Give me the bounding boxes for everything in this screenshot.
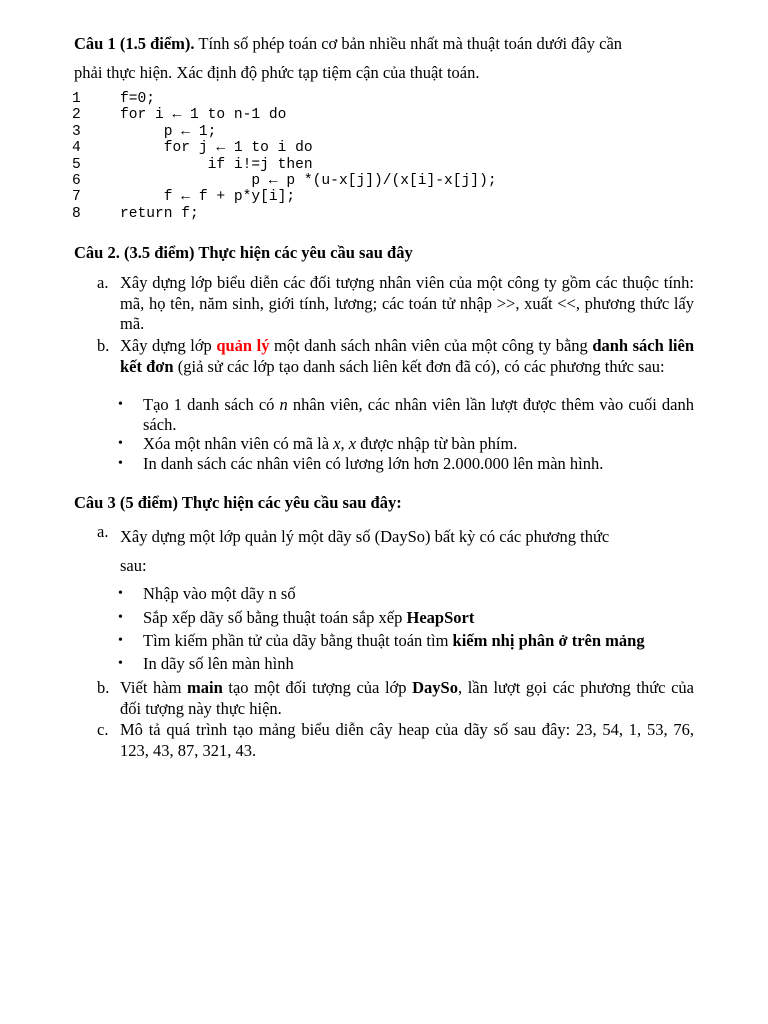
code-line bbox=[72, 140, 497, 156]
q2-a-text: Xây dựng lớp biểu diễn các đối tượng nhân viên của một công ty gồm các thuộc tính: mã, họ tên, năm sinh, giới tính, lương; các toán tử nhập >>, xuất <<, phương thức lấy mã. bbox=[120, 273, 694, 333]
q1-intro-line2: phải thực hiện. Xác định độ phức tạp tiệm cận của thuật toán. bbox=[74, 63, 480, 82]
code-line-text: f ← f + p*y[i]; bbox=[120, 189, 296, 206]
code-line-number: 5 bbox=[72, 156, 81, 173]
code-line-text: p ← p *(u-x[j])/(x[i]-x[j]); bbox=[120, 172, 497, 189]
code-line-number: 3 bbox=[72, 123, 81, 140]
q2-bullet1-part1: Tạo 1 danh sách có bbox=[143, 395, 280, 414]
bullet-icon: • bbox=[118, 397, 123, 412]
q2-title: Câu 2. (3.5 điểm) Thực hiện các yêu cầu sau đây bbox=[74, 243, 413, 262]
code-line bbox=[72, 173, 497, 189]
code-line-number: 1 bbox=[72, 91, 81, 107]
q3-b-text bbox=[120, 678, 694, 719]
q3-bullet-3-text bbox=[143, 631, 694, 651]
code-line bbox=[72, 91, 497, 107]
q2-b-text bbox=[120, 336, 694, 377]
bullet-icon: • bbox=[118, 456, 123, 471]
code-line bbox=[72, 107, 497, 123]
bullet-icon: • bbox=[118, 633, 123, 648]
code-line-number: 4 bbox=[72, 140, 81, 157]
q3-item-c bbox=[97, 720, 694, 761]
q3-bullet3-part1: Tìm kiếm phần tử của dãy bằng thuật toán tìm bbox=[143, 631, 453, 650]
q3-a-line1: Xây dựng một lớp quản lý một dãy số (DaySo) bất kỳ có các phương thức bbox=[120, 527, 610, 546]
q3-item-b bbox=[97, 678, 694, 719]
q1-intro-line1 bbox=[74, 34, 622, 54]
q1-title: Câu 1 (1.5 điểm). bbox=[74, 34, 195, 53]
q3-a-marker: a. bbox=[97, 522, 109, 541]
q3-bullet-1-text: Nhập vào một dãy n số bbox=[143, 584, 296, 603]
q3-bullet2-part1: Sắp xếp dãy số bằng thuật toán sắp xếp bbox=[143, 608, 407, 627]
q2-bullet2-part2: , bbox=[340, 434, 349, 453]
q2-b-marker: b. bbox=[97, 336, 110, 355]
code-line-number: 6 bbox=[72, 172, 81, 189]
q2-bullet2-italic2: x bbox=[348, 434, 357, 453]
q2-bullet2-part1: Xóa một nhân viên có mã là bbox=[143, 434, 334, 453]
q3-bullet3-bold: kiếm nhị phân ở trên mảng bbox=[452, 631, 645, 650]
q2-b-part3: (giả sử các lớp tạo danh sách liên kết đơn đã có), có các phương thức sau: bbox=[173, 356, 665, 376]
code-line-text: return f; bbox=[120, 205, 199, 222]
bullet-icon: • bbox=[118, 586, 123, 601]
q2-bullet1-part2: nhân viên, các nhân viên lần lượt được thêm vào cuối danh sách. bbox=[143, 395, 694, 434]
code-line-number: 8 bbox=[72, 205, 81, 222]
q3-bullet-3 bbox=[118, 631, 694, 651]
q2-item-a bbox=[97, 273, 694, 335]
q3-b-part3: , lần lượt gọi các phương thức của đối tượng này thực hiện. bbox=[120, 678, 695, 718]
q3-a-text bbox=[120, 522, 694, 580]
q3-c-text: Mô tả quá trình tạo mảng biểu diễn cây heap của dãy số sau đây: 23, 54, 1, 53, 76, 123, 43, 87, 321, 43. bbox=[120, 720, 694, 760]
q2-a-marker: a. bbox=[97, 273, 109, 292]
q3-bullet-2-text bbox=[143, 608, 694, 628]
q2-bullet-2 bbox=[118, 434, 694, 454]
q3-c-marker: c. bbox=[97, 720, 109, 739]
q3-bullet-4-text: In dãy số lên màn hình bbox=[143, 654, 294, 673]
q3-bullet-2 bbox=[118, 608, 694, 628]
q2-bullet-3 bbox=[118, 454, 694, 474]
code-line-text: f=0; bbox=[120, 91, 156, 107]
q3-b-marker: b. bbox=[97, 678, 110, 697]
q3-b-bold2: DaySo bbox=[412, 678, 458, 697]
q3-b-bold1: main bbox=[187, 678, 223, 697]
q2-item-b bbox=[97, 336, 694, 377]
q1-code-listing bbox=[72, 91, 497, 222]
q2-bullet1-italic: n bbox=[279, 395, 288, 414]
q2-b-highlight: quản lý bbox=[216, 336, 270, 355]
q3-a-line2: sau: bbox=[120, 556, 147, 575]
q2-b-part2: một danh sách nhân viên của một công ty bằng bbox=[269, 336, 593, 355]
code-line-number: 7 bbox=[72, 189, 81, 206]
q2-b-part1: Xây dựng lớp bbox=[120, 336, 217, 355]
code-line bbox=[72, 157, 497, 173]
q2-bullet-1-text bbox=[143, 395, 694, 435]
q3-b-part2: tạo một đối tượng của lớp bbox=[222, 678, 413, 697]
bullet-icon: • bbox=[118, 610, 123, 625]
q3-bullet-4 bbox=[118, 654, 694, 674]
q1-text1: Tính số phép toán cơ bản nhiều nhất mà thuật toán dưới đây cần bbox=[194, 34, 623, 53]
q2-bullet2-part3: được nhập từ bàn phím. bbox=[356, 434, 518, 453]
code-line bbox=[72, 206, 497, 222]
code-line-text: for i ← 1 to n-1 do bbox=[120, 107, 287, 124]
q3-title: Câu 3 (5 điểm) Thực hiện các yêu cầu sau đây: bbox=[74, 493, 402, 512]
code-line-text: p ← 1; bbox=[120, 123, 217, 140]
code-line bbox=[72, 189, 497, 205]
q2-bullet-3-text: In danh sách các nhân viên có lương lớn hơn 2.000.000 lên màn hình. bbox=[143, 454, 604, 473]
q3-item-a bbox=[97, 522, 694, 580]
q2-bullet-1 bbox=[118, 395, 694, 435]
code-line-text: if i!=j then bbox=[120, 156, 313, 173]
bullet-icon: • bbox=[118, 656, 123, 671]
q2-b-bold: danh sách liên kết đơn bbox=[120, 336, 694, 376]
q2-bullet-2-text bbox=[143, 434, 694, 454]
code-line-number: 2 bbox=[72, 107, 81, 124]
q3-bullet2-bold: HeapSort bbox=[406, 608, 475, 627]
bullet-icon: • bbox=[118, 436, 123, 451]
q3-bullet-1 bbox=[118, 584, 694, 604]
code-line-text: for j ← 1 to i do bbox=[120, 140, 313, 157]
q3-b-part1: Viết hàm bbox=[120, 678, 188, 697]
code-line bbox=[72, 124, 497, 140]
q2-bullet2-italic1: x bbox=[333, 434, 341, 453]
